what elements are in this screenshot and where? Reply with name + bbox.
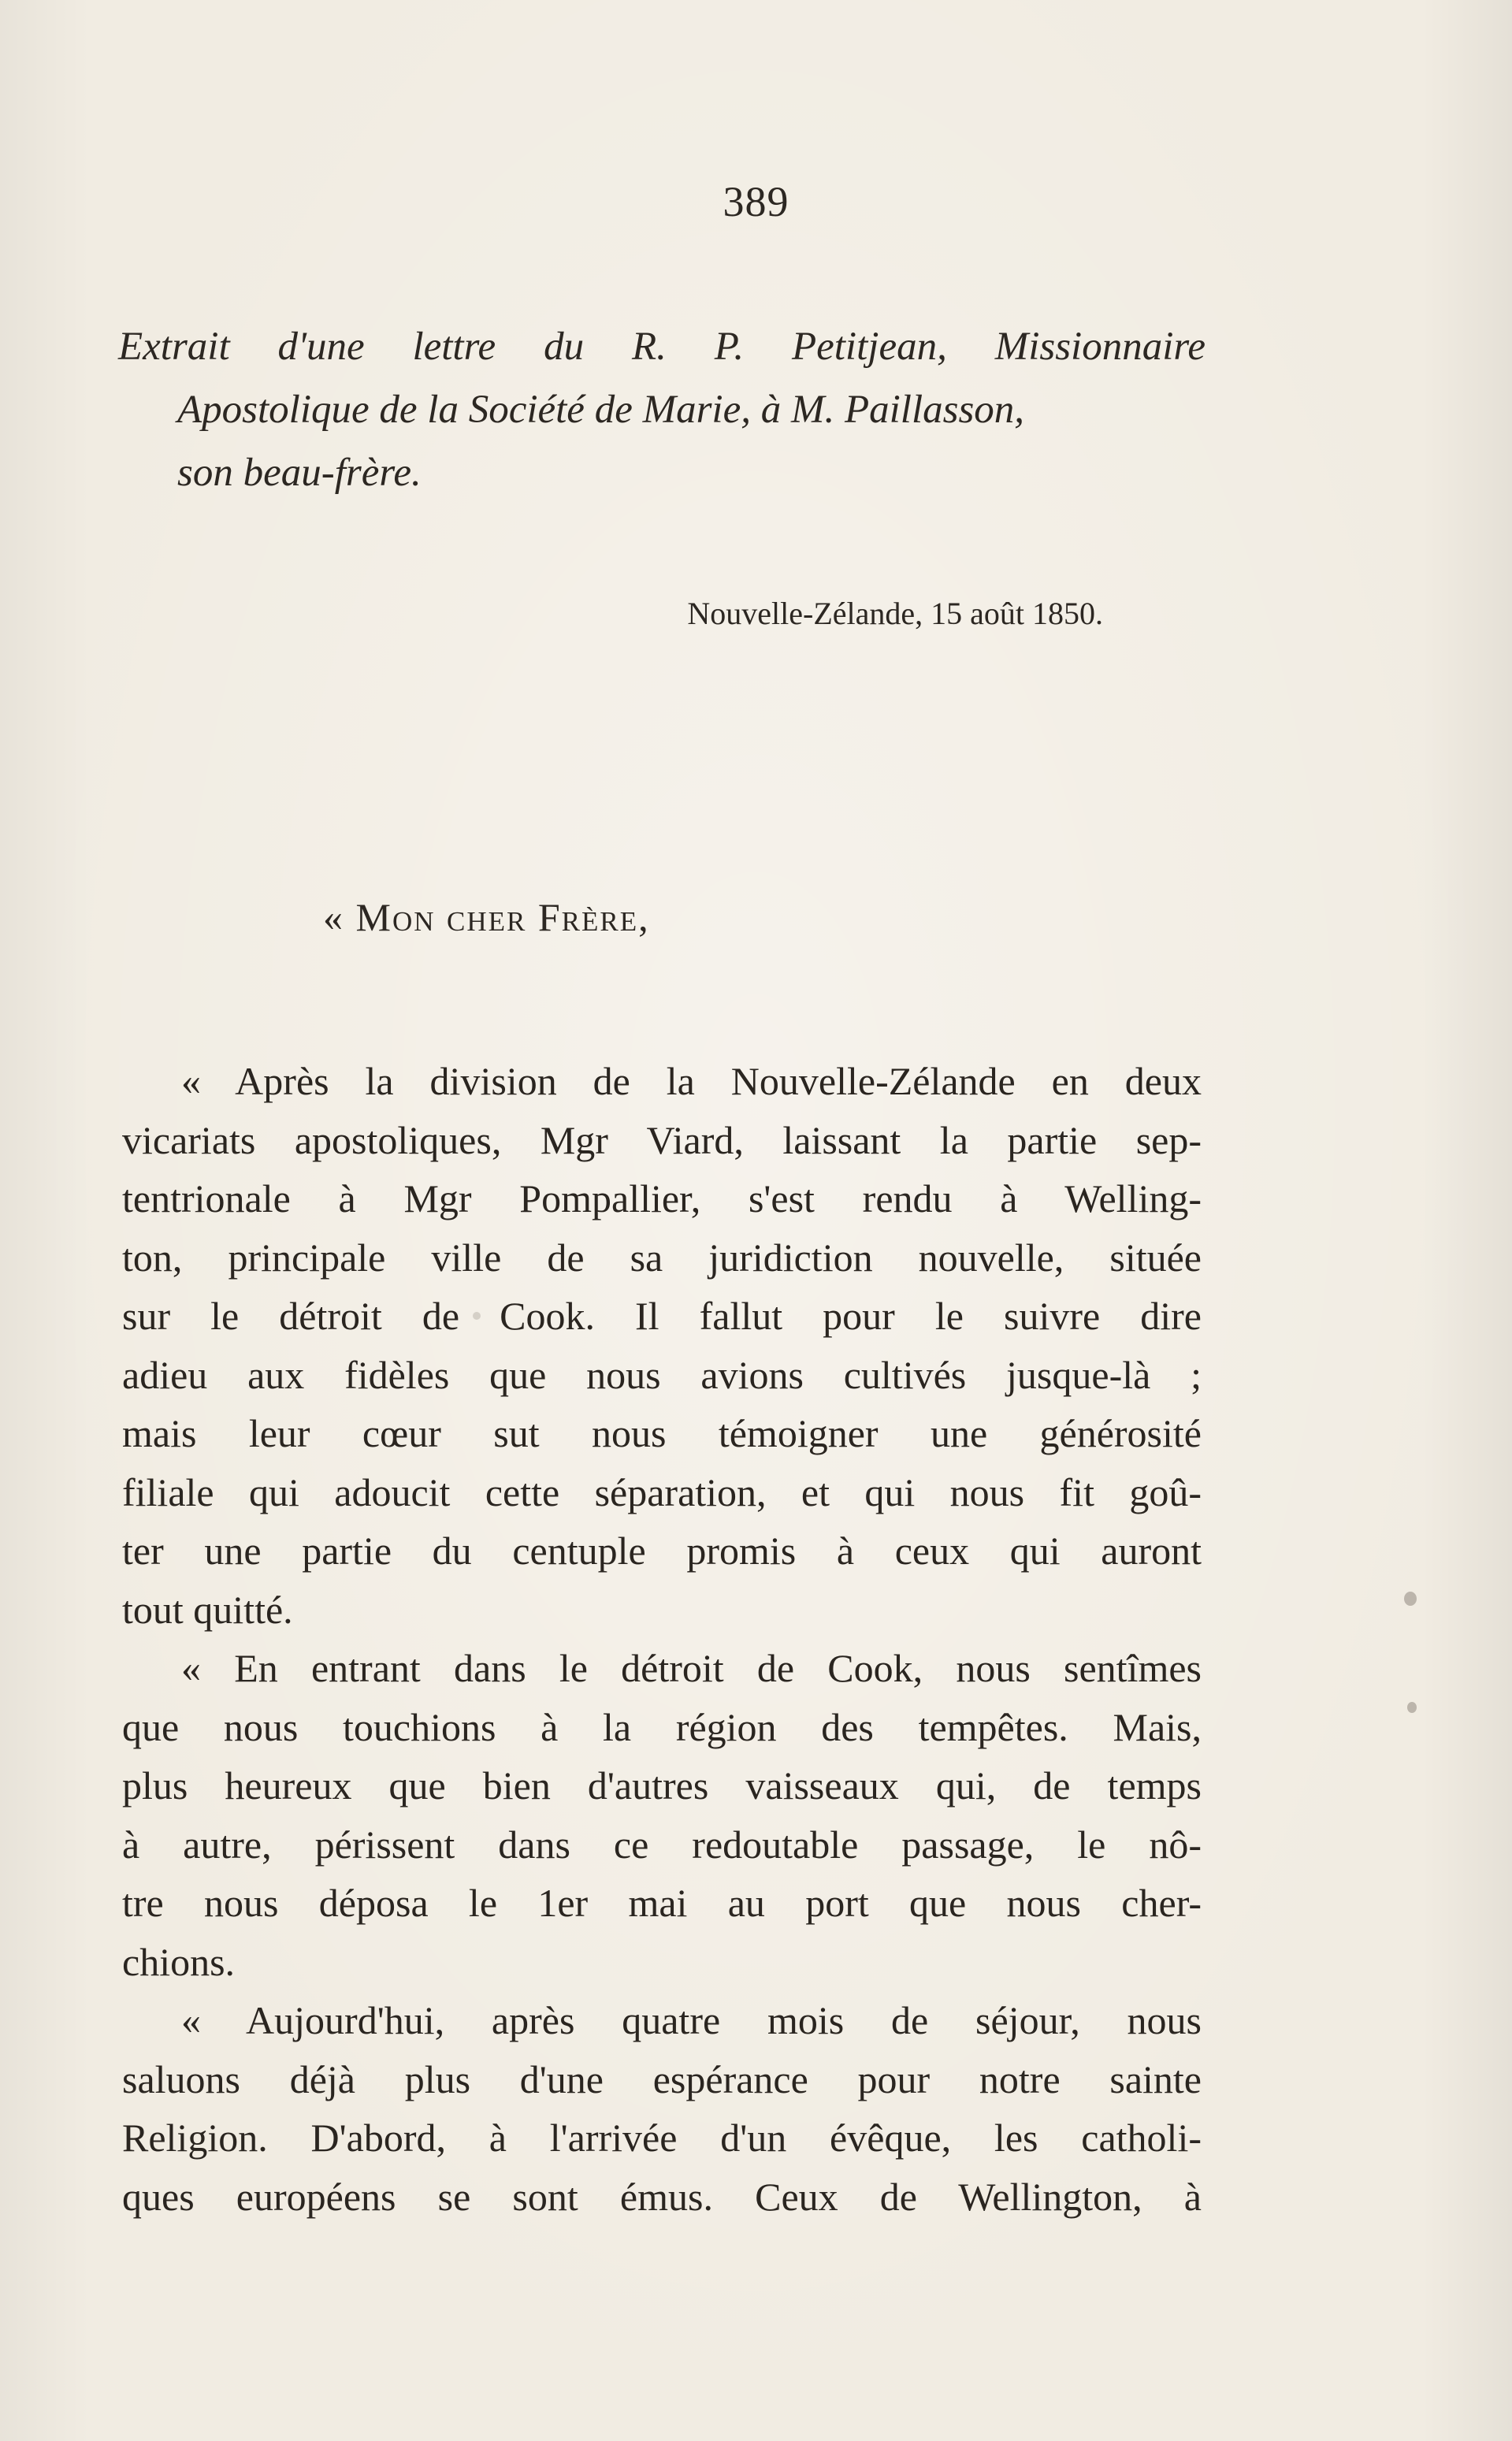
heading-line: Extrait d'une lettre du R. P. Petitjean, Missionnaire [118,325,1206,369]
body-line: tentrionale à Mgr Pompallier, s'est rendu à Welling- [122,1176,1202,1220]
paper-speck [1407,1702,1417,1713]
paper-speck [473,1312,481,1320]
body-line: adieu aux fidèles que nous avions cultivés jusque-là ; [122,1352,1202,1397]
salutation: « Mon cher Frère, [323,895,650,939]
body-line: sur le détroit de Cook. Il fallut pour le suivre dire [122,1294,1202,1338]
body-line: que nous touchions à la région des tempêtes. Mais, [122,1704,1202,1749]
body-line: « Après la division de la Nouvelle-Zélande en deux [181,1059,1202,1103]
body-line: Religion. D'abord, à l'arrivée d'un évêque, les catholi- [122,2116,1202,2160]
body-line: plus heureux que bien d'autres vaisseaux qui, de temps [122,1763,1202,1808]
dateline: Nouvelle-Zélande, 15 août 1850. [687,596,1103,631]
body-line: à autre, périssent dans ce redoutable passage, le nô- [122,1822,1202,1867]
body-line: « Aujourd'hui, après quatre mois de séjour, nous [181,1998,1202,2042]
letter-heading [118,315,1206,504]
body-line: ques européens se sont émus. Ceux de Wellington, à [122,2174,1202,2219]
body-line: mais leur cœur sut nous témoigner une générosité [122,1411,1202,1455]
body-line: saluons déjà plus d'une espérance pour notre sainte [122,2056,1202,2101]
body-line: ter une partie du centuple promis à ceux qui auront [122,1529,1202,1573]
heading-line: son beau-frère. [177,451,422,495]
body-line: vicariats apostoliques, Mgr Viard, laissant la partie sep- [122,1117,1202,1162]
paper-speck [1404,1592,1417,1606]
body-line: tre nous déposa le 1er mai au port que nous cher- [122,1881,1202,1925]
body-line: « En entrant dans le détroit de Cook, nous sentîmes [181,1646,1202,1690]
body-line: tout quitté. [122,1587,293,1632]
page-number: 389 [723,178,789,225]
letter-body [122,1052,1202,2226]
body-line: chions. [122,1939,236,1984]
heading-line: Apostolique de la Société de Marie, à M. Paillasson, [177,388,1025,432]
body-line: filiale qui adoucit cette séparation, et qui nous fit goû- [122,1469,1202,1514]
body-line: ton, principale ville de sa juridiction nouvelle, située [122,1235,1202,1280]
